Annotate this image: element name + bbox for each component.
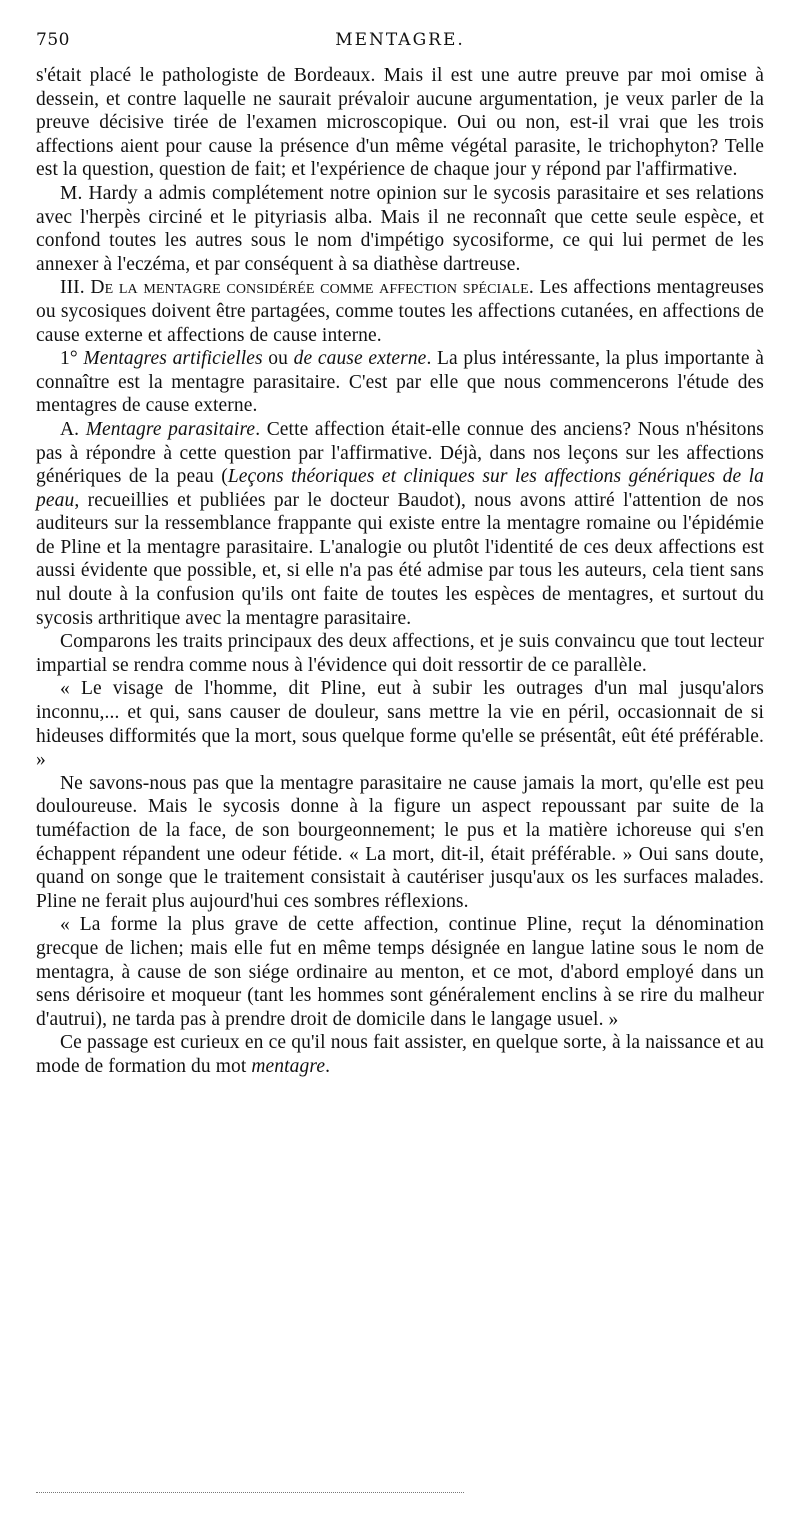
italic-text: Mentagres artificielles	[83, 348, 263, 370]
paragraph	[36, 630, 764, 677]
italic-text: Leçons théoriques et cliniques sur les affections génériques de la peau	[36, 466, 764, 511]
text-run: A.	[60, 418, 86, 440]
text-run: 1°	[60, 348, 84, 370]
text-run: , recueillies et publiées par le docteur Baudot), nous avons attiré l'attention de nos auditeurs sur la ressemblance frappante qui existe entre la mentagre romaine ou l'épidémie de Pline et la mentagre parasitaire. L'analogie ou plutôt l'identité de ces deux affections est aussi évidente que possible, et, si elle n'a pas été admise par tous les auteurs, cela tient sans nul doute à la confusion qu'ils ont faite de toutes les espèces de mentagres, et surtout du sycosis arthritique avec la mentagre parasitaire.	[36, 489, 764, 629]
text-run: III.	[60, 277, 91, 299]
section-heading: De la mentagre considérée comme affection spéciale	[90, 277, 529, 299]
paragraph	[36, 1031, 764, 1078]
book-page	[36, 28, 764, 1079]
text-run: .	[325, 1055, 331, 1077]
paragraph	[36, 64, 764, 182]
text-run: Ne savons-nous pas que la mentagre parasitaire ne cause jamais la mort, qu'elle est peu douloureuse. Mais le sycosis donne à la figure un aspect repoussant par suite de la tuméfaction de la face, de son bourgeonnement; le pus et la matière ichoreuse qui s'en échappent répandent une odeur fétide. « La mort, dit-il, était préférable. » Oui sans doute, quand on songe que le traitement consistait à cautériser jusqu'aux os les surfaces malades. Pline ne ferait plus aujourd'hui ces sombres réflexions.	[36, 772, 764, 912]
text-run: Comparons les traits principaux des deux affections, et je suis convaincu que tout lecteur impartial se rendra comme nous à l'évidence qui doit ressortir de ce parallèle.	[36, 631, 764, 676]
page-header	[36, 28, 764, 64]
text-run: « La forme la plus grave de cette affection, continue Pline, reçut la dénomination grecque de lichen; mais elle fut en même temps désignée en langue latine sous le nom de mentagra, à cause de son siége ordinaire au menton, et ce mot, d'abord employé dans un sens dérisoire et moqueur (tant les hommes sont généralement enclins à se rire du malheur d'autrui), ne tarda pas à prendre droit de domicile dans le langage usuel. »	[36, 914, 764, 1030]
paragraph	[36, 772, 764, 914]
text-run: . Cette affection était-elle connue des anciens? Nous n'hésitons pas à répondre à cette question par l'affirmative. Déjà, dans nos leçons sur les affections génériques de la peau (	[36, 418, 764, 488]
paragraph	[36, 913, 764, 1031]
paragraph	[36, 276, 764, 347]
text-run: Ce passage est curieux en ce qu'il nous fait assister, en quelque sorte, à la naissance et au mode de formation du mot	[36, 1032, 764, 1077]
running-title: MENTAGRE.	[335, 30, 465, 50]
italic-text: de cause externe	[293, 348, 427, 370]
paragraph	[36, 677, 764, 771]
text-run: « Le visage de l'homme, dit Pline, eut à subir les outrages d'un mal jusqu'alors inconnu,... et qui, sans causer de douleur, sans mettre la vie en péril, occasionnait de si hideuses difformités que la mort, sous quelque forme qu'elle se présentât, eût été préférable. »	[36, 678, 764, 771]
text-run: . La plus intéressante, la plus importante à connaître est la mentagre parasitaire. C'est par elle que nous commencerons l'étude des mentagres de cause externe.	[36, 348, 765, 417]
text-run: M. Hardy a admis complétement notre opinion sur le sycosis parasitaire et ses relations avec l'herpès circiné et le pityriasis alba. Mais il ne reconnaît que cette seule espèce, et confond toutes les autres sous le nom d'impétigo sycosiforme, ce qui lui permet de les annexer à l'eczéma, et par conséquent à sa diathèse dartreuse.	[36, 182, 764, 275]
text-run: s'était placé le pathologiste de Bordeaux. Mais il est une autre preuve par moi omise à dessein, et contre laquelle ne saurait prévaloir aucune argumentation, je veux parler de la preuve décisive tirée de l'examen microscopique. Oui ou non, est-il vrai que les trois affections aient pour cause la présence d'un même végétal parasite, le trichophyton? Telle est la question, question de fait; et l'expérience de chaque jour y répond par l'affirmative.	[36, 65, 764, 181]
paragraph	[36, 418, 764, 630]
page-number: 750	[36, 30, 70, 50]
body-text	[36, 64, 764, 1079]
italic-text: mentagre	[251, 1055, 326, 1077]
text-run: ou	[262, 348, 294, 370]
footer-dotted-rule	[36, 1492, 464, 1493]
italic-text: Mentagre parasitaire	[85, 418, 256, 440]
text-run: . Les affections mentagreuses ou sycosiques doivent être partagées, comme toutes les affections cutanées, en affections de cause externe et affections de cause interne.	[36, 277, 764, 346]
paragraph	[36, 347, 764, 418]
paragraph	[36, 182, 764, 276]
